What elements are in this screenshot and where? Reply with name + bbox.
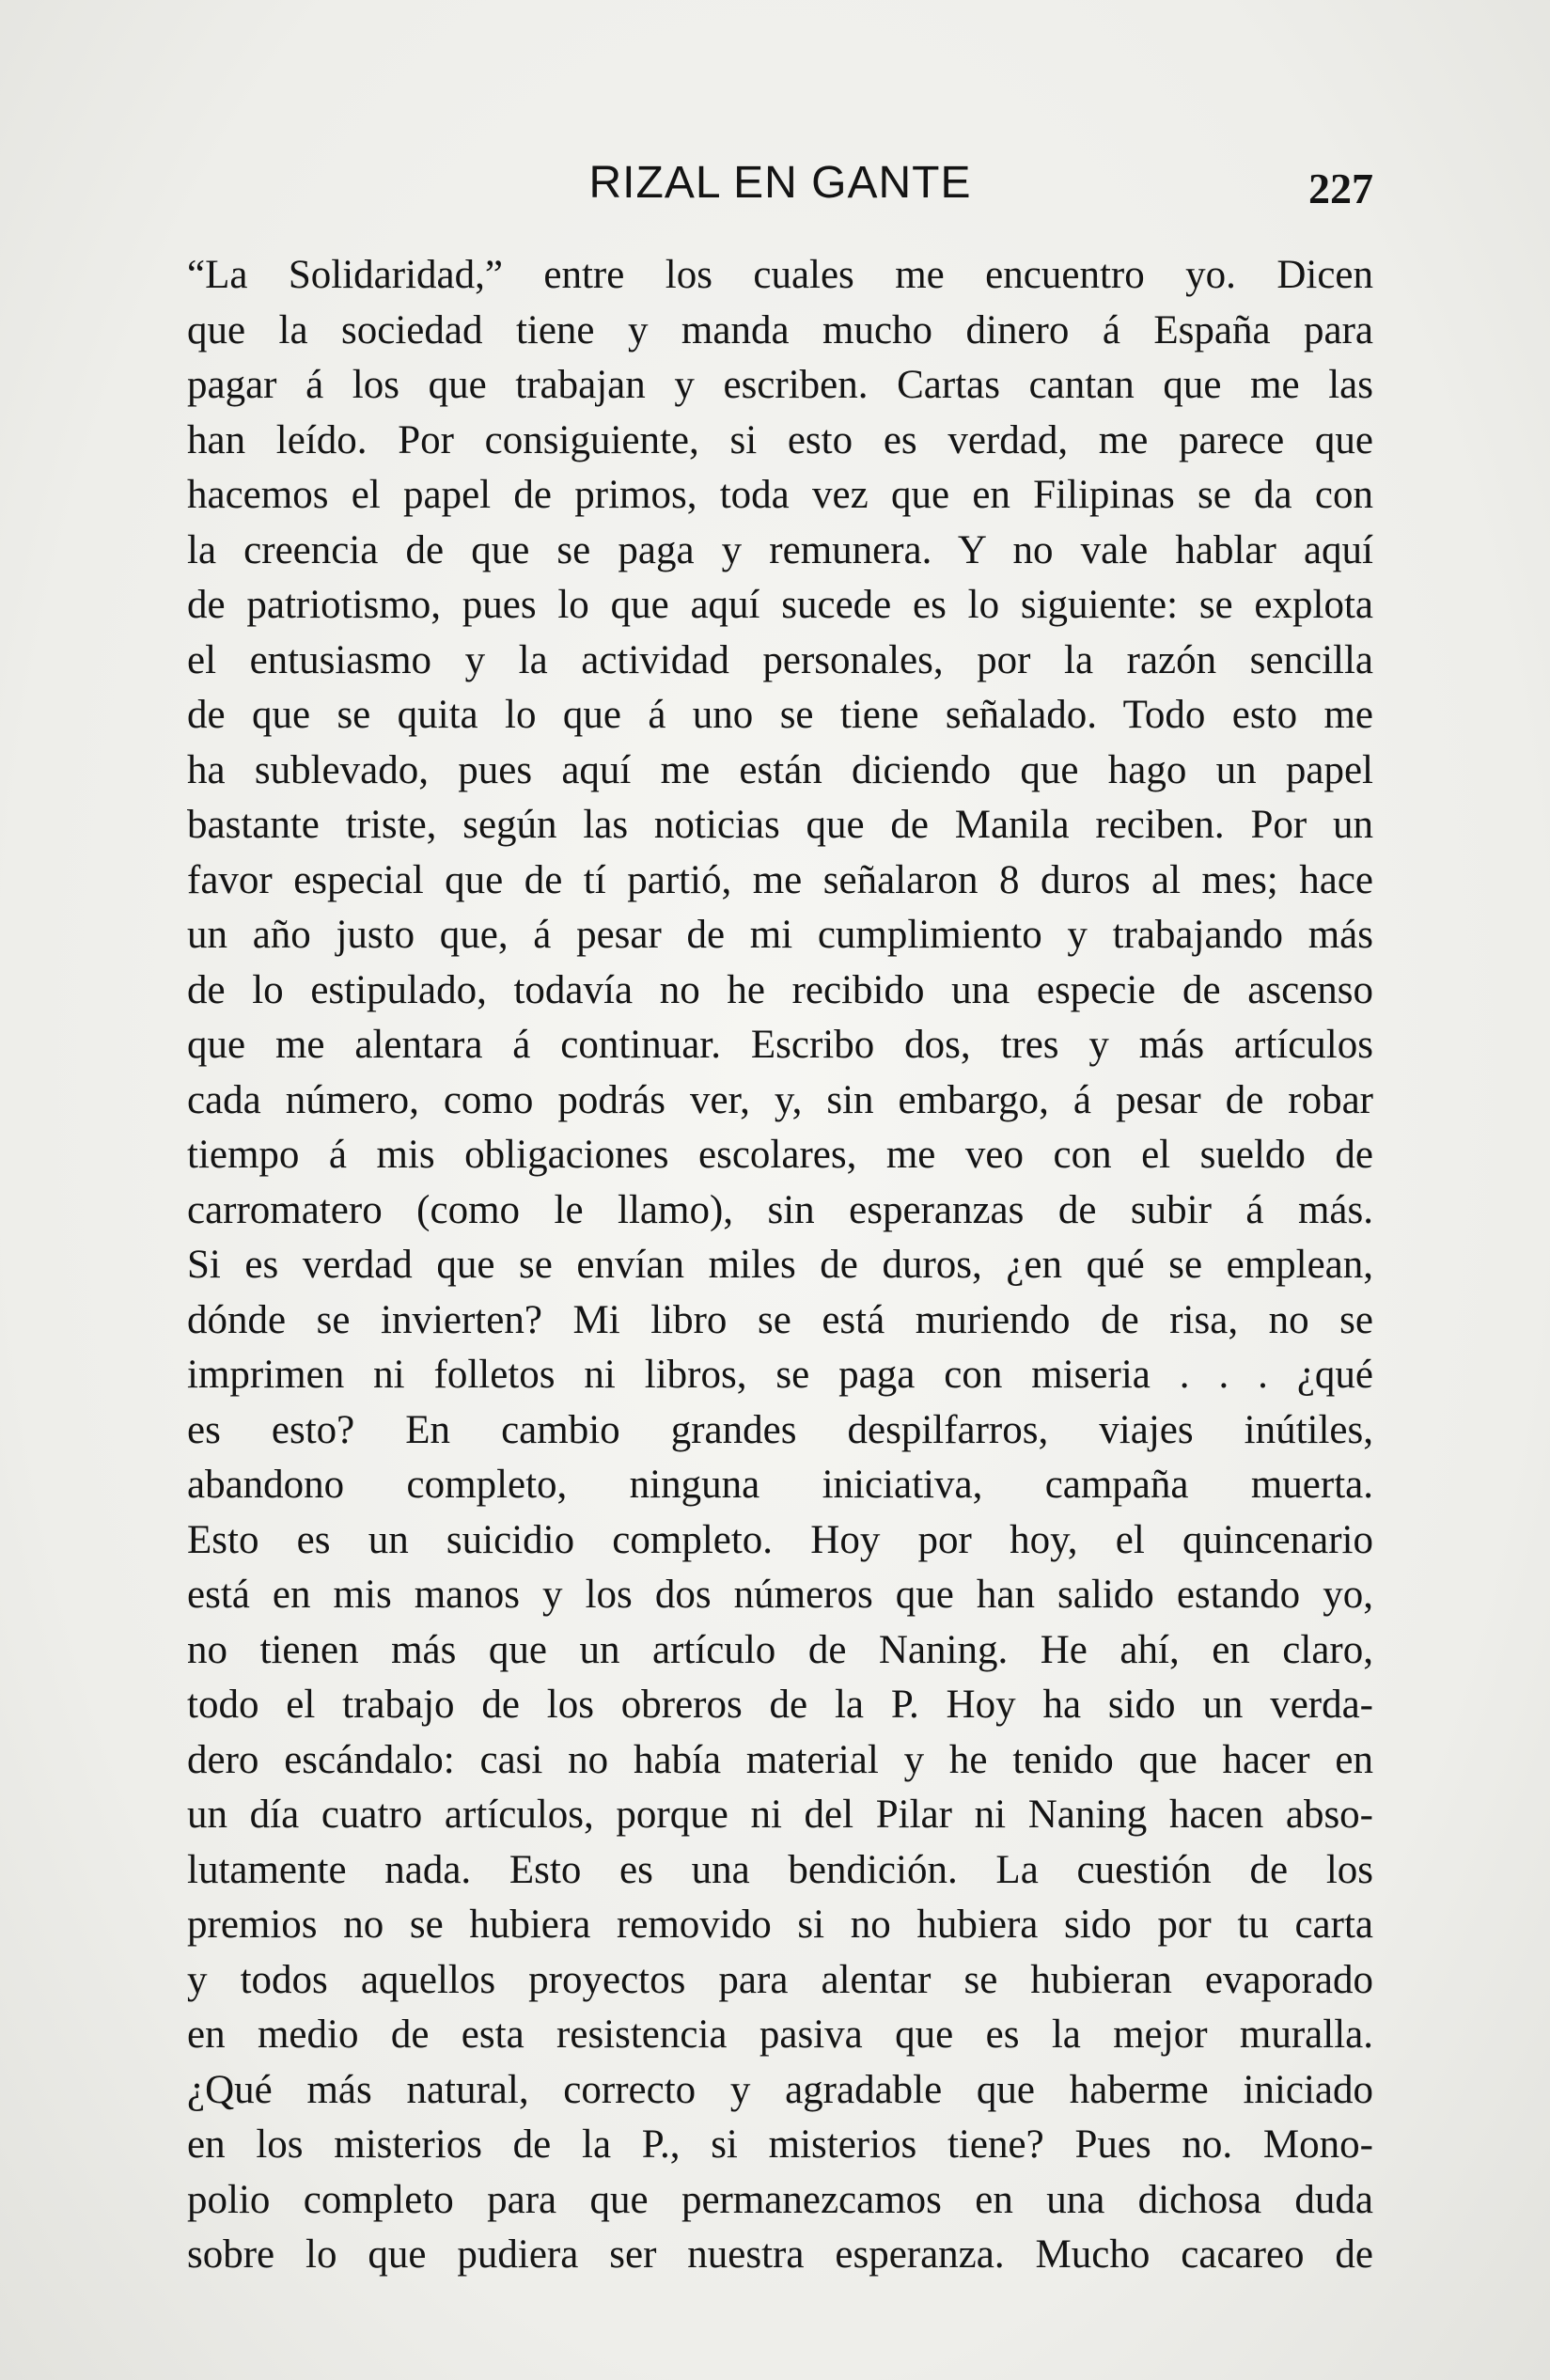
text-line: el entusiasmo y la actividad personales, por la razón sencilla [187,637,1373,682]
text-line: premios no se hubiera removido si no hubiera sido por tu carta [187,1902,1373,1947]
text-line: de patriotismo, pues lo que aquí sucede es lo siguiente: se explota [187,583,1373,627]
text-line: ha sublevado, pues aquí me están diciendo que hago un papel [187,747,1373,792]
body-text [187,248,1373,2283]
text-line: hacemos el papel de primos, toda vez que en Filipinas se da con [187,473,1373,517]
text-line: Si es verdad que se envían miles de duros, ¿en qué se emplean, [187,1243,1373,1287]
text-line: cada número, como podrás ver, y, sin embargo, á pesar de robar [187,1077,1373,1122]
text-line: imprimen ni folletos ni libros, se paga con miseria . . . ¿qué [187,1353,1373,1397]
text-line: Esto es un suicidio completo. Hoy por hoy, el quincenario [187,1517,1373,1562]
text-line: pagar á los que trabajan y escriben. Cartas cantan que me las [187,363,1373,407]
text-line: un día cuatro artículos, porque ni del Pilar ni Naning hacen abso- [187,1793,1373,1837]
text-line: y todos aquellos proyectos para alentar se hubieran evaporado [187,1957,1373,2002]
running-head [187,150,1373,216]
text-line: no tienen más que un artículo de Naning. He ahí, en claro, [187,1627,1373,1672]
text-line: lutamente nada. Esto es una bendición. La cuestión de los [187,1847,1373,1892]
text-line: de lo estipulado, todavía no he recibido una especie de ascenso [187,967,1373,1012]
text-line: un año justo que, á pesar de mi cumplimiento y trabajando más [187,913,1373,957]
text-line: la creencia de que se paga y remunera. Y no vale hablar aquí [187,527,1373,572]
text-line: es esto? En cambio grandes despilfarros, viajes inútiles, [187,1407,1373,1452]
text-line: dónde se invierten? Mi libro se está muriendo de risa, no se [187,1297,1373,1342]
text-line: “La Solidaridad,” entre los cuales me encuentro yo. Dicen [187,253,1373,297]
text-line: favor especial que de tí partió, me señalaron 8 duros al mes; hace [187,857,1373,902]
text-line: bastante triste, según las noticias que de Manila reciben. Por un [187,803,1373,847]
text-line: todo el trabajo de los obreros de la P. Hoy ha sido un verda- [187,1683,1373,1727]
text-line: de que se quita lo que á uno se tiene señalado. Todo esto me [187,693,1373,737]
running-title: RIZAL EN GANTE [588,158,972,208]
text-line: está en mis manos y los dos números que han salido estando yo, [187,1573,1373,1617]
text-line: que me alentara á continuar. Escribo dos, tres y más artículos [187,1023,1373,1067]
text-line: en los misterios de la P., si misterios tiene? Pues no. Mono- [187,2122,1373,2167]
page-number: 227 [1308,164,1373,212]
text-line: en medio de esta resistencia pasiva que es la mejor muralla. [187,2012,1373,2057]
text-line: abandono completo, ninguna iniciativa, campaña muerta. [187,1463,1373,1507]
text-line: polio completo para que permanezcamos en una dichosa duda [187,2177,1373,2222]
text-line: dero escándalo: casi no había material y he tenido que hacer en [187,1737,1373,1782]
text-line: ¿Qué más natural, correcto y agradable que haberme iniciado [187,2067,1373,2112]
text-line: han leído. Por consiguiente, si esto es verdad, me parece que [187,417,1373,462]
text-line: carromatero (como le llamo), sin esperanzas de subir á más. [187,1187,1373,1232]
text-line: que la sociedad tiene y manda mucho dinero á España para [187,307,1373,352]
text-line: tiempo á mis obligaciones escolares, me veo con el sueldo de [187,1133,1373,1177]
text-line: sobre lo que pudiera ser nuestra esperanza. Mucho cacareo de [187,2232,1373,2277]
